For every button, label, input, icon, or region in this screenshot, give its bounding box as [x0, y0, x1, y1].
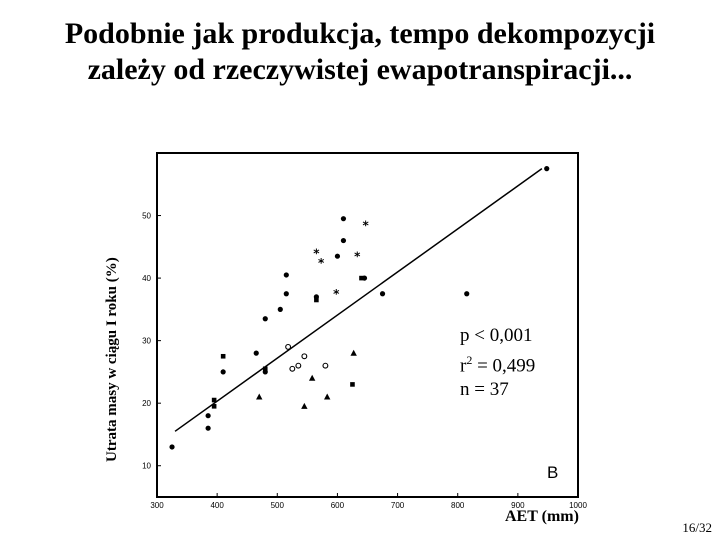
data-point-circle [290, 366, 295, 371]
x-tick-label: 700 [390, 501, 405, 510]
data-point-square [350, 382, 355, 387]
y-tick-label: 20 [142, 399, 151, 409]
data-point-square [359, 276, 364, 281]
data-point-triangle [256, 394, 262, 400]
data-point-star: * [354, 249, 361, 264]
page-number: 16/32 [682, 520, 712, 535]
data-point-dot [464, 291, 469, 296]
data-point-circle [302, 354, 307, 359]
data-point-star: * [313, 246, 320, 261]
data-point-circle [323, 363, 328, 368]
data-point-dot [206, 426, 211, 431]
title-line-2: zależy od rzeczywistej ewapotranspiracji... [87, 53, 633, 86]
data-point-square [314, 298, 319, 303]
data-point-triangle [309, 375, 315, 381]
r-squared: $r^2 = 0,499$ [460, 353, 536, 377]
y-tick-label: 50 [142, 211, 151, 221]
data-point-star: * [362, 218, 369, 233]
data-point-square [212, 398, 217, 403]
sample-size: n = 37 [460, 379, 509, 401]
data-point-dot [263, 316, 268, 321]
data-point-dot [206, 413, 211, 418]
x-tick-label: 500 [270, 501, 284, 510]
y-tick-label: 40 [142, 274, 151, 284]
x-tick-label: 300 [150, 501, 164, 510]
data-point-triangle [324, 394, 330, 400]
data-point-triangle [350, 350, 356, 356]
data-point-dot [169, 444, 174, 449]
data-point-square [221, 354, 226, 359]
data-point-triangle [301, 403, 307, 409]
data-point-circle [286, 344, 291, 349]
data-point-dot [341, 238, 346, 243]
y-tick-label: 30 [142, 336, 151, 346]
data-points [169, 166, 549, 450]
data-point-dot [335, 254, 340, 259]
panel-label: B [547, 463, 559, 482]
title-line-1: Podobnie jak produkcja, tempo dekompozycji [64, 17, 656, 50]
x-tick-label: 1000 [569, 501, 587, 510]
data-point-dot [284, 291, 289, 296]
y-tick-label: 10 [142, 461, 151, 471]
x-tick-label: 800 [451, 501, 465, 510]
x-tick-label: 600 [330, 501, 345, 510]
data-point-dot [284, 272, 289, 277]
x-tick-label: 900 [511, 501, 525, 510]
x-axis-label: AET (mm) [505, 508, 579, 525]
data-point-dot [221, 369, 226, 374]
data-point-square [212, 404, 217, 409]
x-tick-label: 400 [210, 501, 224, 510]
data-point-dot [380, 291, 385, 296]
data-point-star: * [318, 255, 325, 270]
data-point-square [263, 366, 268, 371]
data-point-dot [278, 307, 283, 312]
data-point-dot [341, 216, 346, 221]
p-value: p < 0,001 [460, 325, 533, 346]
data-point-star: * [333, 287, 340, 302]
data-point-dot [544, 166, 549, 171]
data-point-circle [296, 363, 301, 368]
y-axis-label: Utrata masy w ciągu I roku (%) [104, 257, 120, 462]
data-point-dot [254, 351, 259, 356]
regression-stats [460, 324, 535, 402]
